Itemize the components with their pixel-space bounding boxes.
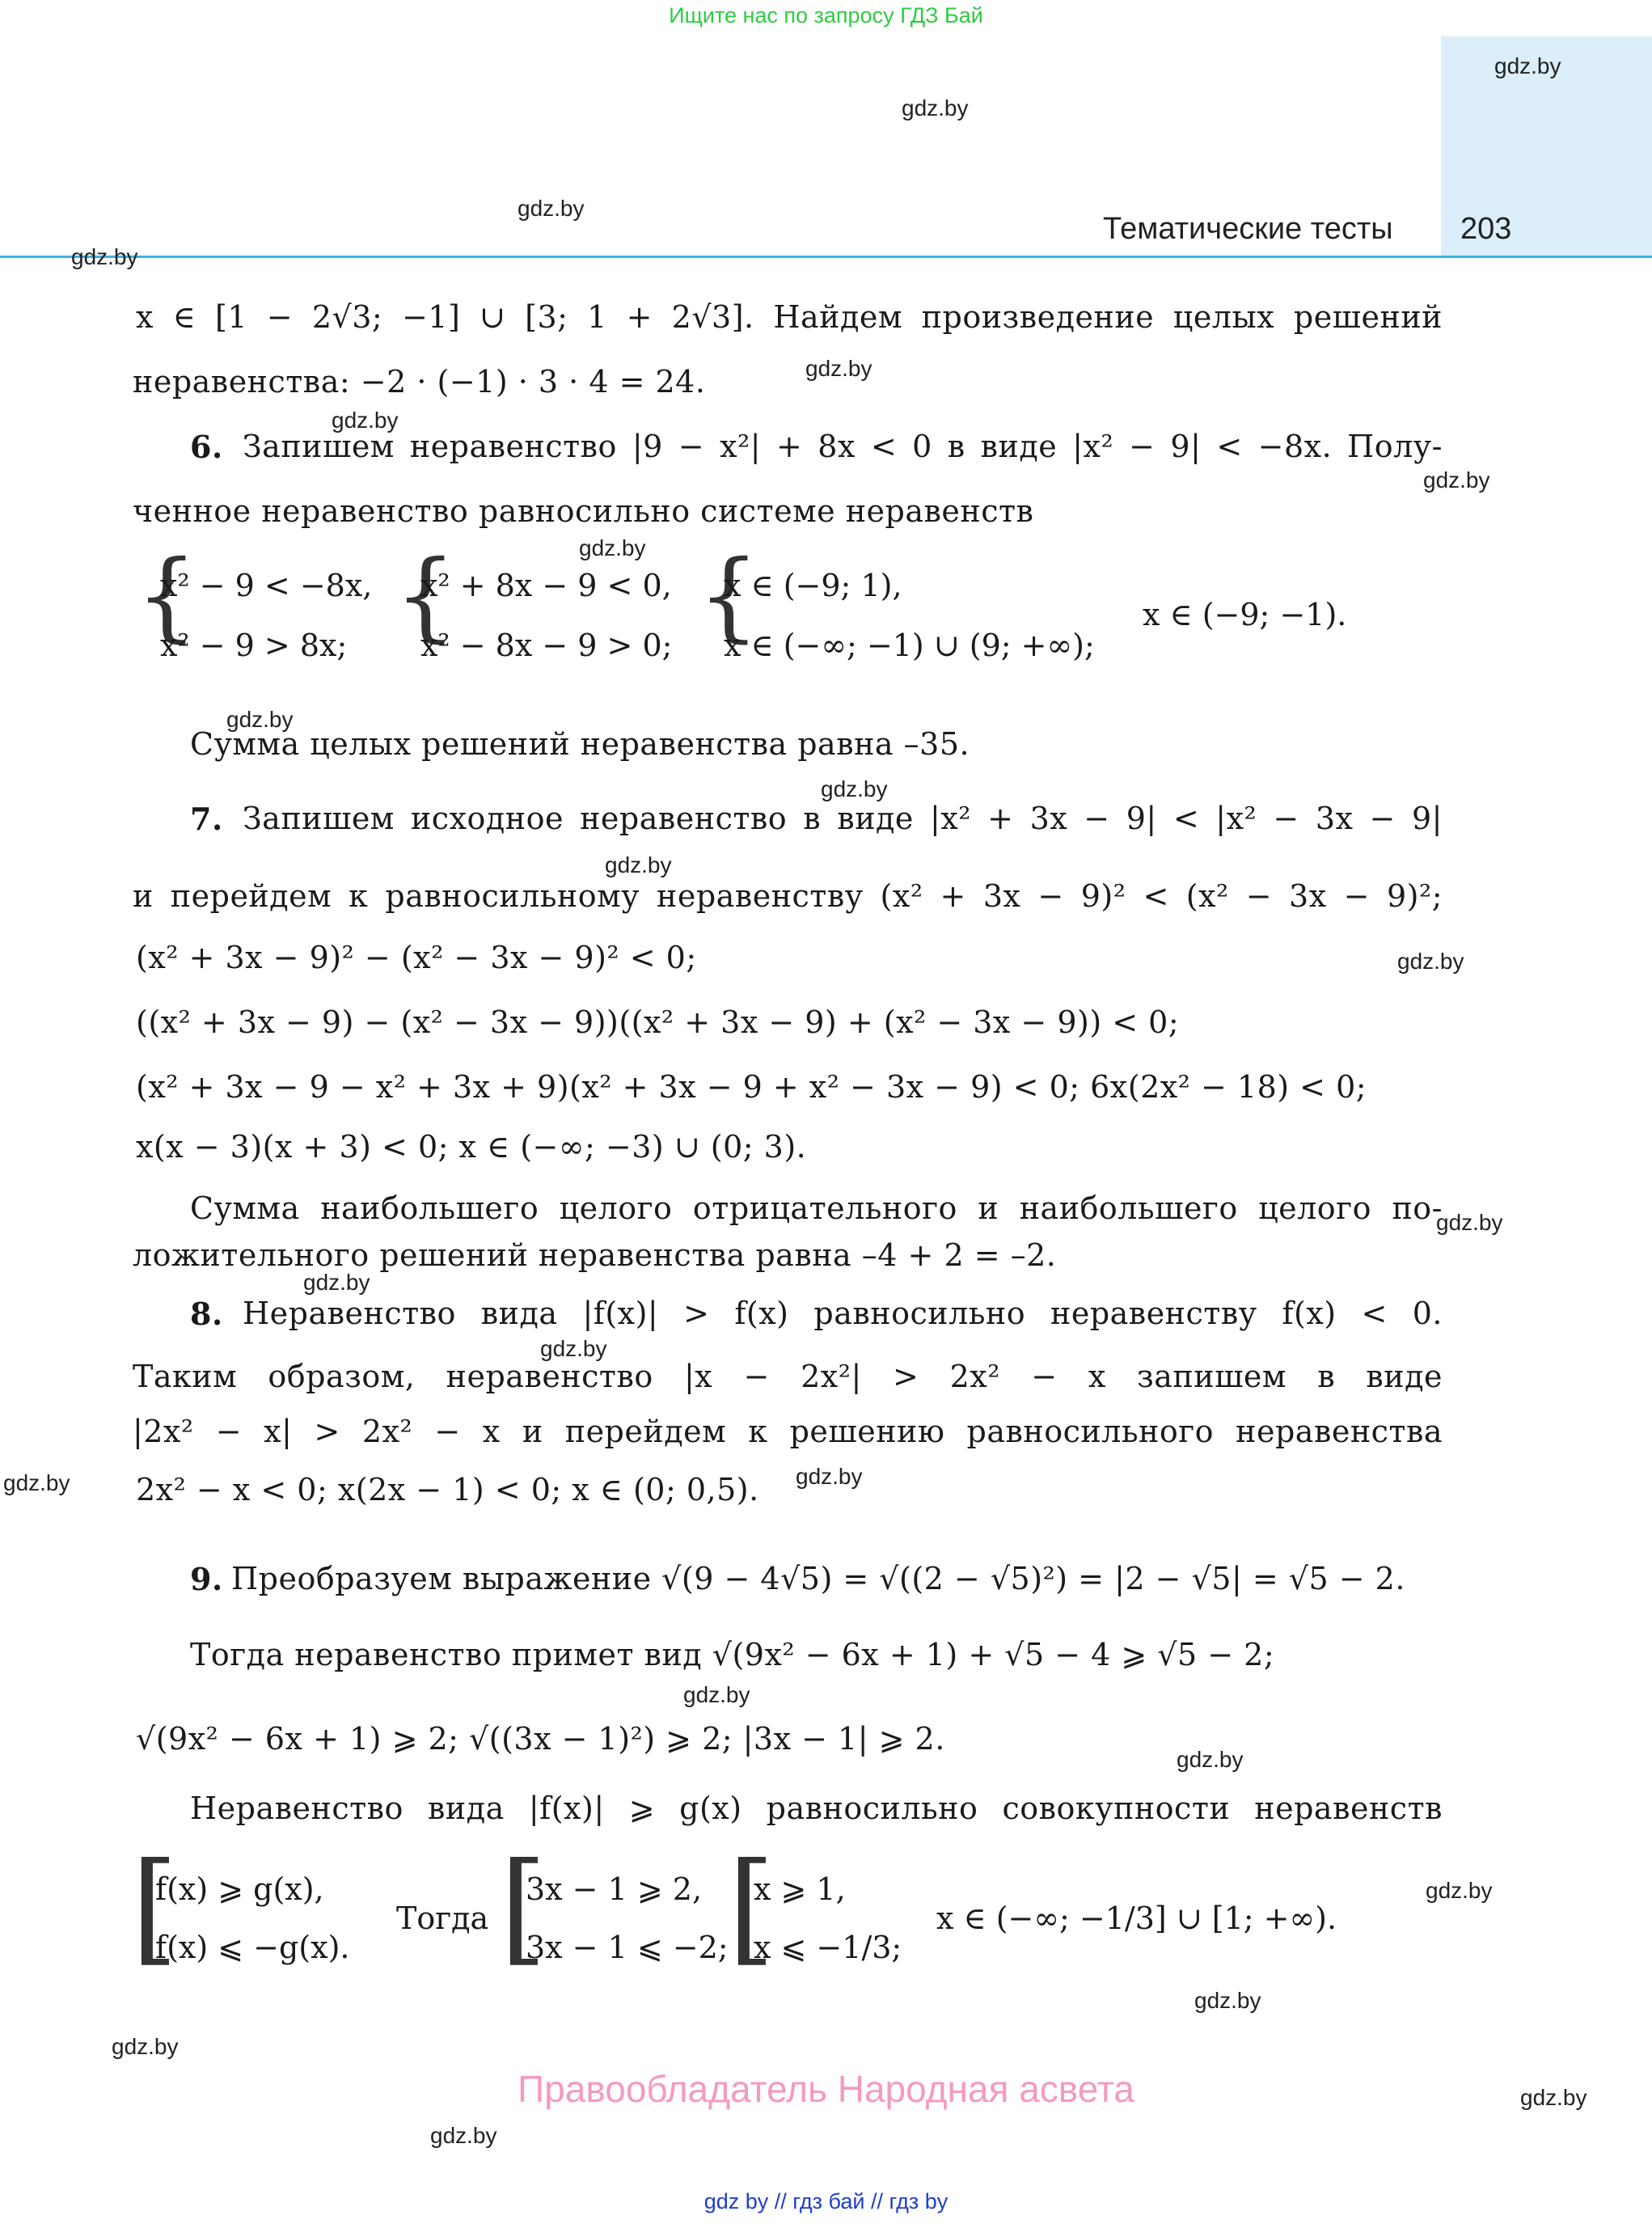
left-brace: { (395, 540, 457, 653)
task-number: 9. (190, 1561, 223, 1597)
text-line: Неравенство вида |f(x)| ⩾ g(x) равносильно совокупности неравенств (190, 1791, 1443, 1826)
watermark: gdz.by (579, 535, 646, 560)
watermark: gdz.by (1423, 467, 1490, 493)
text-line: Тогда неравенство примет вид √(9x² − 6x + 1) + √5 − 4 ⩾ √5 − 2; (190, 1637, 1275, 1672)
text-line: Сумма наибольшего целого отрицательного и наибольшего целого по- (190, 1190, 1443, 1226)
watermark: gdz.by (71, 244, 138, 269)
left-bracket: [ (500, 1837, 547, 1978)
then-word: Тогда (396, 1901, 489, 1936)
header-rule (0, 256, 1652, 258)
section-title: Тематические тесты (1103, 212, 1393, 246)
eq: x ∈ (−9; 1), (724, 568, 902, 603)
text-line: √(9x² − 6x + 1) ⩾ 2; √((3x − 1)²) ⩾ 2; |3x − 1| ⩾ 2. (136, 1721, 945, 1757)
text-line: x ∈ [1 − 2√3; −1] ∪ [3; 1 + 2√3]. Найдем произведение целых решений (136, 299, 1443, 335)
watermark: gdz.by (3, 1470, 70, 1495)
eq: 3x − 1 ⩾ 2, (526, 1871, 703, 1907)
left-bracket: [ (131, 1837, 179, 1978)
eq: f(x) ⩾ g(x), (155, 1871, 324, 1907)
watermark: gdz.by (430, 2123, 497, 2148)
text-line: Запишем исходное неравенство в виде |x² + 3x − 9| < |x² − 3x − 9| (243, 801, 1443, 836)
text-line: (x² + 3x − 9 − x² + 3x + 9)(x² + 3x − 9 + x² − 3x − 9) < 0; 6x(2x² − 18) < 0; (136, 1069, 1367, 1105)
task-number: 6. (190, 429, 223, 465)
eq: x² − 9 > 8x; (160, 628, 348, 663)
watermark: gdz.by (112, 2034, 179, 2059)
text-line: Таким образом, неравенство |x − 2x²| > 2x² − x запишем в виде (133, 1359, 1443, 1394)
eq: x ∈ (−∞; −1) ∪ (9; +∞); (724, 628, 1095, 663)
page-number: 203 (1460, 212, 1512, 246)
text-line: Сумма целых решений неравенства равна –35. (190, 726, 970, 762)
eq: 3x − 1 ⩽ −2; (526, 1930, 729, 1965)
text-line: ложительного решений неравенства равна –4 + 2 = –2. (133, 1237, 1057, 1273)
watermark: gdz.by (796, 1464, 863, 1489)
text-line: ((x² + 3x − 9) − (x² − 3x − 9))((x² + 3x − 9) + (x² − 3x − 9)) < 0; (136, 1004, 1180, 1040)
text-line: ченное неравенство равносильно системе неравенств (133, 493, 1034, 529)
footer-links[interactable]: gdz by // гдз бай // гдз by (703, 2189, 949, 2213)
watermark: gdz.by (821, 776, 888, 801)
task-number: 7. (190, 801, 223, 837)
watermark: gdz.by (518, 196, 585, 221)
eq: x² + 8x − 9 < 0, (420, 568, 672, 603)
watermark: gdz.by (1397, 949, 1464, 974)
left-bracket: [ (728, 1837, 775, 1978)
top-banner[interactable]: Ищите нас по запросу ГДЗ Бай (669, 3, 983, 27)
watermark: gdz.by (1494, 53, 1561, 78)
copyright-notice: Правообладатель Народная асвета (518, 2068, 1134, 2110)
task-number: 8. (190, 1296, 223, 1332)
watermark: gdz.by (902, 95, 969, 121)
eq: x² − 9 < −8x, (160, 568, 373, 603)
text-line: (x² + 3x − 9)² − (x² − 3x − 9)² < 0; (136, 940, 697, 975)
eq: f(x) ⩽ −g(x). (155, 1930, 350, 1965)
equation-system-9 (131, 1837, 1397, 1989)
left-brace: { (698, 540, 760, 653)
text-line: Неравенство вида |f(x)| > f(x) равносильно неравенству f(x) < 0. (243, 1296, 1443, 1331)
eq-result: x ∈ (−∞; −1/3] ∪ [1; +∞). (936, 1901, 1337, 1936)
watermark: gdz.by (805, 356, 872, 381)
paragraph-number (190, 429, 223, 465)
text-line: неравенства: −2 · (−1) · 3 · 4 = 24. (133, 364, 706, 400)
text-line: 2x² − x < 0; x(2x − 1) < 0; x ∈ (0; 0,5). (136, 1472, 759, 1507)
eq: x² − 8x − 9 > 0; (420, 628, 673, 663)
watermark: gdz.by (1177, 1747, 1244, 1772)
watermark: gdz.by (1194, 1988, 1261, 2013)
watermark: gdz.by (605, 852, 672, 877)
watermark: gdz.by (540, 1336, 607, 1361)
text-line: |2x² − x| > 2x² − x и перейдем к решению равносильного неравенства (133, 1414, 1443, 1449)
watermark: gdz.by (1426, 1878, 1493, 1903)
eq-result: x ∈ (−9; −1). (1143, 597, 1347, 632)
eq: x ⩽ −1/3; (754, 1930, 902, 1965)
watermark: gdz.by (332, 408, 399, 433)
text-line: и перейдем к равносильному неравенству (x² + 3x − 9)² < (x² − 3x − 9)²; (133, 878, 1443, 914)
text-line: Запишем неравенство |9 − x²| + 8x < 0 в виде |x² − 9| < −8x. Полу- (243, 429, 1443, 464)
left-brace: { (136, 540, 198, 653)
watermark: gdz.by (683, 1682, 750, 1707)
text-line: Преобразуем выражение √(9 − 4√5) = √((2 − √5)²) = |2 − √5| = √5 − 2. (231, 1561, 1405, 1596)
text-line: x(x − 3)(x + 3) < 0; x ∈ (−∞; −3) ∪ (0; 3). (136, 1129, 807, 1165)
watermark: gdz.by (303, 1270, 370, 1295)
watermark: gdz.by (226, 707, 294, 732)
watermark: gdz.by (1520, 2085, 1587, 2110)
watermark: gdz.by (1436, 1210, 1503, 1235)
eq: x ⩾ 1, (754, 1871, 846, 1907)
